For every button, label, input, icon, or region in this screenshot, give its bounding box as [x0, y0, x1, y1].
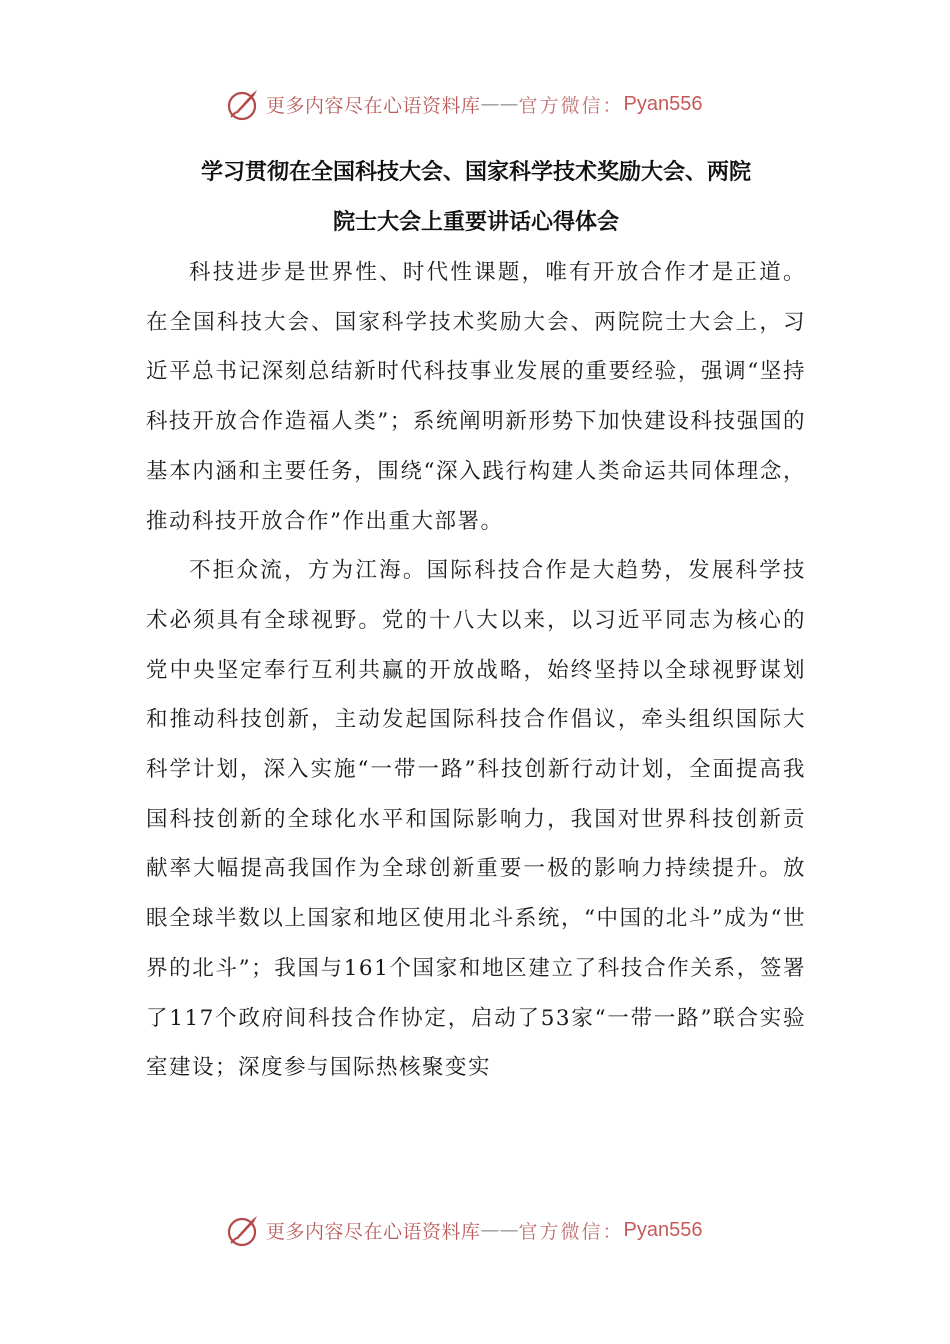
watermark-dash: —— — [480, 1219, 519, 1241]
quill-logo-icon — [226, 1212, 262, 1248]
quill-logo-icon — [226, 86, 262, 122]
watermark-main-text: 更多内容尽在心语资料库 — [266, 1220, 481, 1243]
watermark-wechat-id: Pyan556 — [623, 92, 703, 115]
watermark-dash: —— — [480, 93, 519, 115]
paragraph-1: 科技进步是世界性、时代性课题，唯有开放合作才是正道。在全国科技大会、国家科学技术奖励大会、两院院士大会上，习近平总书记深刻总结新时代科技事业发展的重要经验，强调“坚持科技开放合作造福人类”；系统阐明新形势下加快建设科技强国的基本内涵和主要任务，围绕“深入践行构建人类命运共同体理念，推动科技开放合作”作出重大部署。 — [146, 260, 806, 534]
document-title-line-1: 学习贯彻在全国科技大会、国家科学技术奖励大会、两院 — [200, 160, 751, 185]
watermark-wechat-id: Pyan556 — [623, 1218, 703, 1241]
watermark-wechat-label: 官方微信： — [518, 1220, 624, 1243]
paragraph-2: 不拒众流，方为江海。国际科技合作是大趋势，发展科学技术必须具有全球视野。党的十八大以来，以习近平同志为核心的党中央坚定奉行互利共赢的开放战略，始终坚持以全球视野谋划和推动科技创新，主动发起国际科技合作倡议，牵头组织国际大科学计划，深入实施“一带一路”科技创新行动计划，全面提高我国科技创新的全球化水平和国际影响力，我国对世界科技创新贡献率大幅提高我国作为全球创新重要一极的影响力持续提升。放眼全球半数以上国家和地区使用北斗系统，“中国的北斗”成为“世界的北斗”；我国与161个国家和地区建立了科技合作关系，签署了117个政府间科技合作协定，启动了53家“一带一路”联合实验室建设；深度参与国际热核聚变实 — [146, 558, 806, 1081]
watermark-banner-top — [226, 84, 703, 124]
document-title-line-2: 院士大会上重要讲话心得体会 — [332, 210, 619, 235]
document-body — [146, 248, 806, 1093]
watermark-main-text: 更多内容尽在心语资料库 — [266, 94, 481, 117]
watermark-banner-bottom — [226, 1210, 703, 1250]
watermark-wechat-label: 官方微信： — [518, 94, 624, 117]
